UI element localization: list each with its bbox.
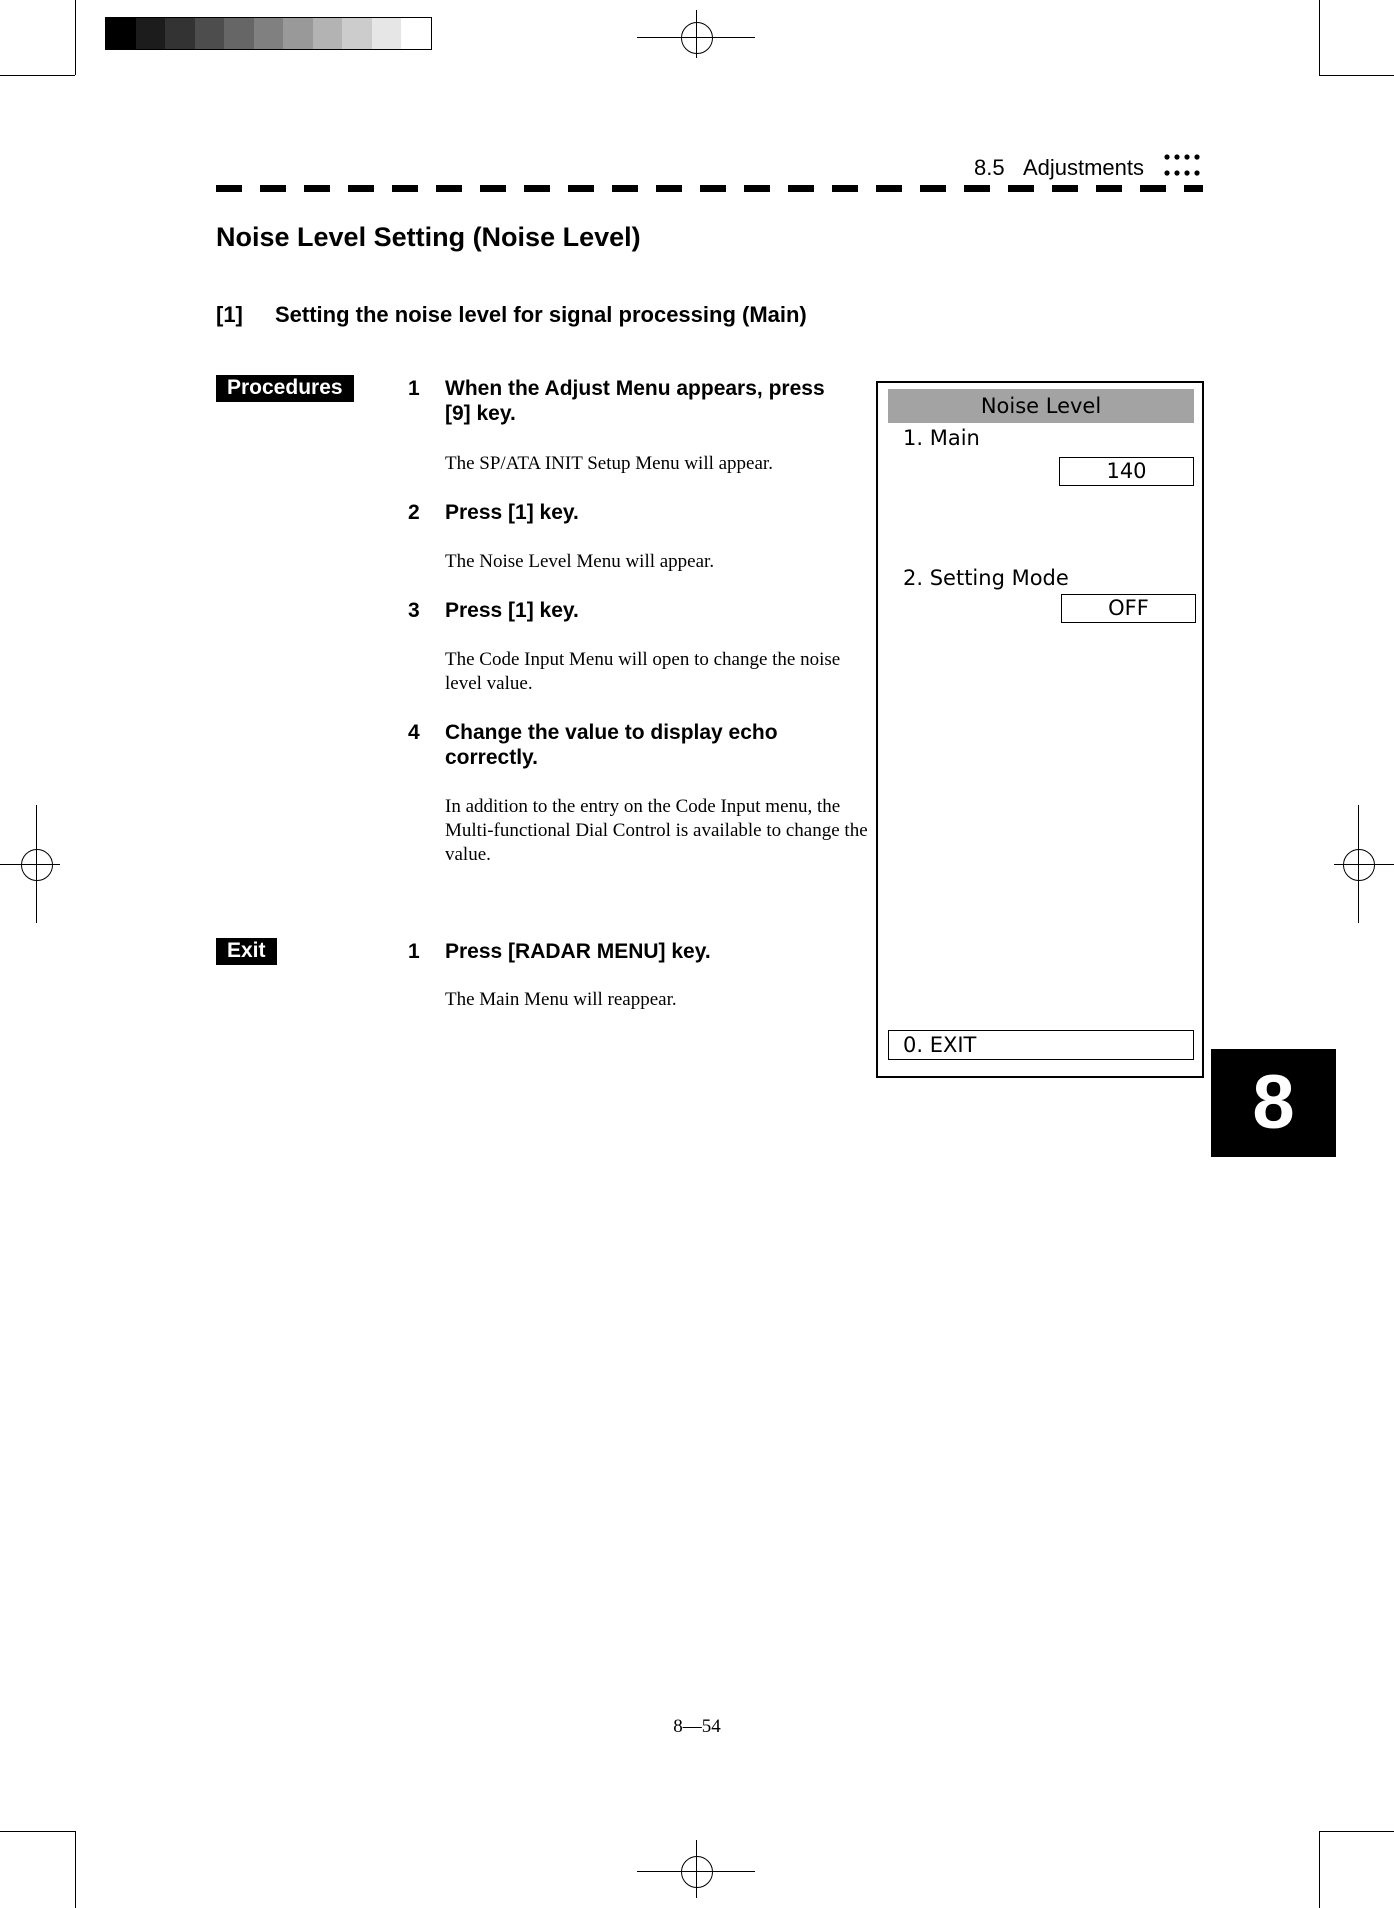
menu-item-main[interactable]: 1. Main bbox=[903, 426, 980, 450]
procedure-step bbox=[408, 720, 818, 770]
noise-level-menu bbox=[876, 381, 1204, 1078]
crop-mark bbox=[1319, 75, 1394, 76]
crop-mark bbox=[75, 1831, 76, 1908]
menu-title: Noise Level bbox=[888, 389, 1194, 423]
procedures-label: Procedures bbox=[216, 375, 354, 402]
setting-mode-value-field[interactable]: OFF bbox=[1061, 594, 1196, 623]
step-instruction: Press [1] key. bbox=[445, 599, 579, 622]
crop-mark bbox=[75, 0, 76, 75]
step-instruction: Change the value to display echo correctly. bbox=[445, 721, 778, 769]
registration-mark bbox=[0, 864, 60, 865]
subheading-number: [1] bbox=[216, 302, 243, 327]
crop-mark bbox=[0, 1831, 75, 1832]
subheading bbox=[216, 302, 807, 328]
chapter-tab: 8 bbox=[1211, 1049, 1336, 1157]
step-number: 1 bbox=[408, 377, 420, 400]
header-dots-icon bbox=[1164, 153, 1202, 179]
step-instruction: Press [RADAR MENU] key. bbox=[445, 940, 711, 963]
step-instruction: When the Adjust Menu appears, press [9] key. bbox=[445, 377, 825, 425]
step-number: 3 bbox=[408, 599, 420, 622]
crop-mark bbox=[1319, 1831, 1394, 1832]
registration-mark bbox=[696, 1840, 697, 1898]
step-result: The Main Menu will reappear. bbox=[445, 989, 677, 1010]
header-rule bbox=[216, 185, 1203, 192]
step-instruction: Press [1] key. bbox=[445, 501, 579, 524]
registration-mark bbox=[36, 805, 37, 923]
registration-mark bbox=[1334, 864, 1394, 865]
exit-step bbox=[408, 939, 848, 964]
registration-mark bbox=[1343, 849, 1375, 881]
crop-mark bbox=[1319, 1831, 1320, 1908]
step-number: 2 bbox=[408, 501, 420, 524]
menu-exit-item[interactable]: 0. EXIT bbox=[888, 1030, 1194, 1060]
step-result: The Code Input Menu will open to change the noise level value. bbox=[445, 649, 841, 694]
step-result: The Noise Level Menu will appear. bbox=[445, 551, 715, 572]
crop-mark bbox=[1319, 0, 1320, 75]
step-number: 4 bbox=[408, 721, 420, 744]
registration-mark bbox=[696, 10, 697, 58]
subheading-text: Setting the noise level for signal processing (Main) bbox=[275, 302, 807, 327]
registration-mark bbox=[681, 22, 713, 54]
registration-mark bbox=[21, 849, 53, 881]
menu-item-setting-mode[interactable]: 2. Setting Mode bbox=[903, 566, 1069, 590]
step-result: The SP/ATA INIT Setup Menu will appear. bbox=[445, 453, 773, 474]
section-number: 8.5 bbox=[974, 155, 1005, 180]
main-value-field[interactable]: 140 bbox=[1059, 457, 1194, 486]
page-title: Noise Level Setting (Noise Level) bbox=[216, 222, 641, 252]
section-title: Adjustments bbox=[1022, 155, 1144, 180]
procedure-step bbox=[408, 500, 848, 525]
crop-mark bbox=[0, 75, 75, 76]
running-header bbox=[974, 155, 1144, 181]
procedure-step bbox=[408, 376, 848, 426]
grayscale-calibration-bar bbox=[105, 17, 432, 50]
step-result: In addition to the entry on the Code Input menu, the Multi-functional Dial Control is available to change the value. bbox=[445, 796, 868, 865]
step-number: 1 bbox=[408, 940, 420, 963]
procedure-step bbox=[408, 598, 848, 623]
page-number: 8—54 bbox=[673, 1716, 721, 1737]
registration-mark bbox=[1358, 805, 1359, 923]
registration-mark bbox=[681, 1856, 713, 1888]
exit-label: Exit bbox=[216, 938, 277, 965]
